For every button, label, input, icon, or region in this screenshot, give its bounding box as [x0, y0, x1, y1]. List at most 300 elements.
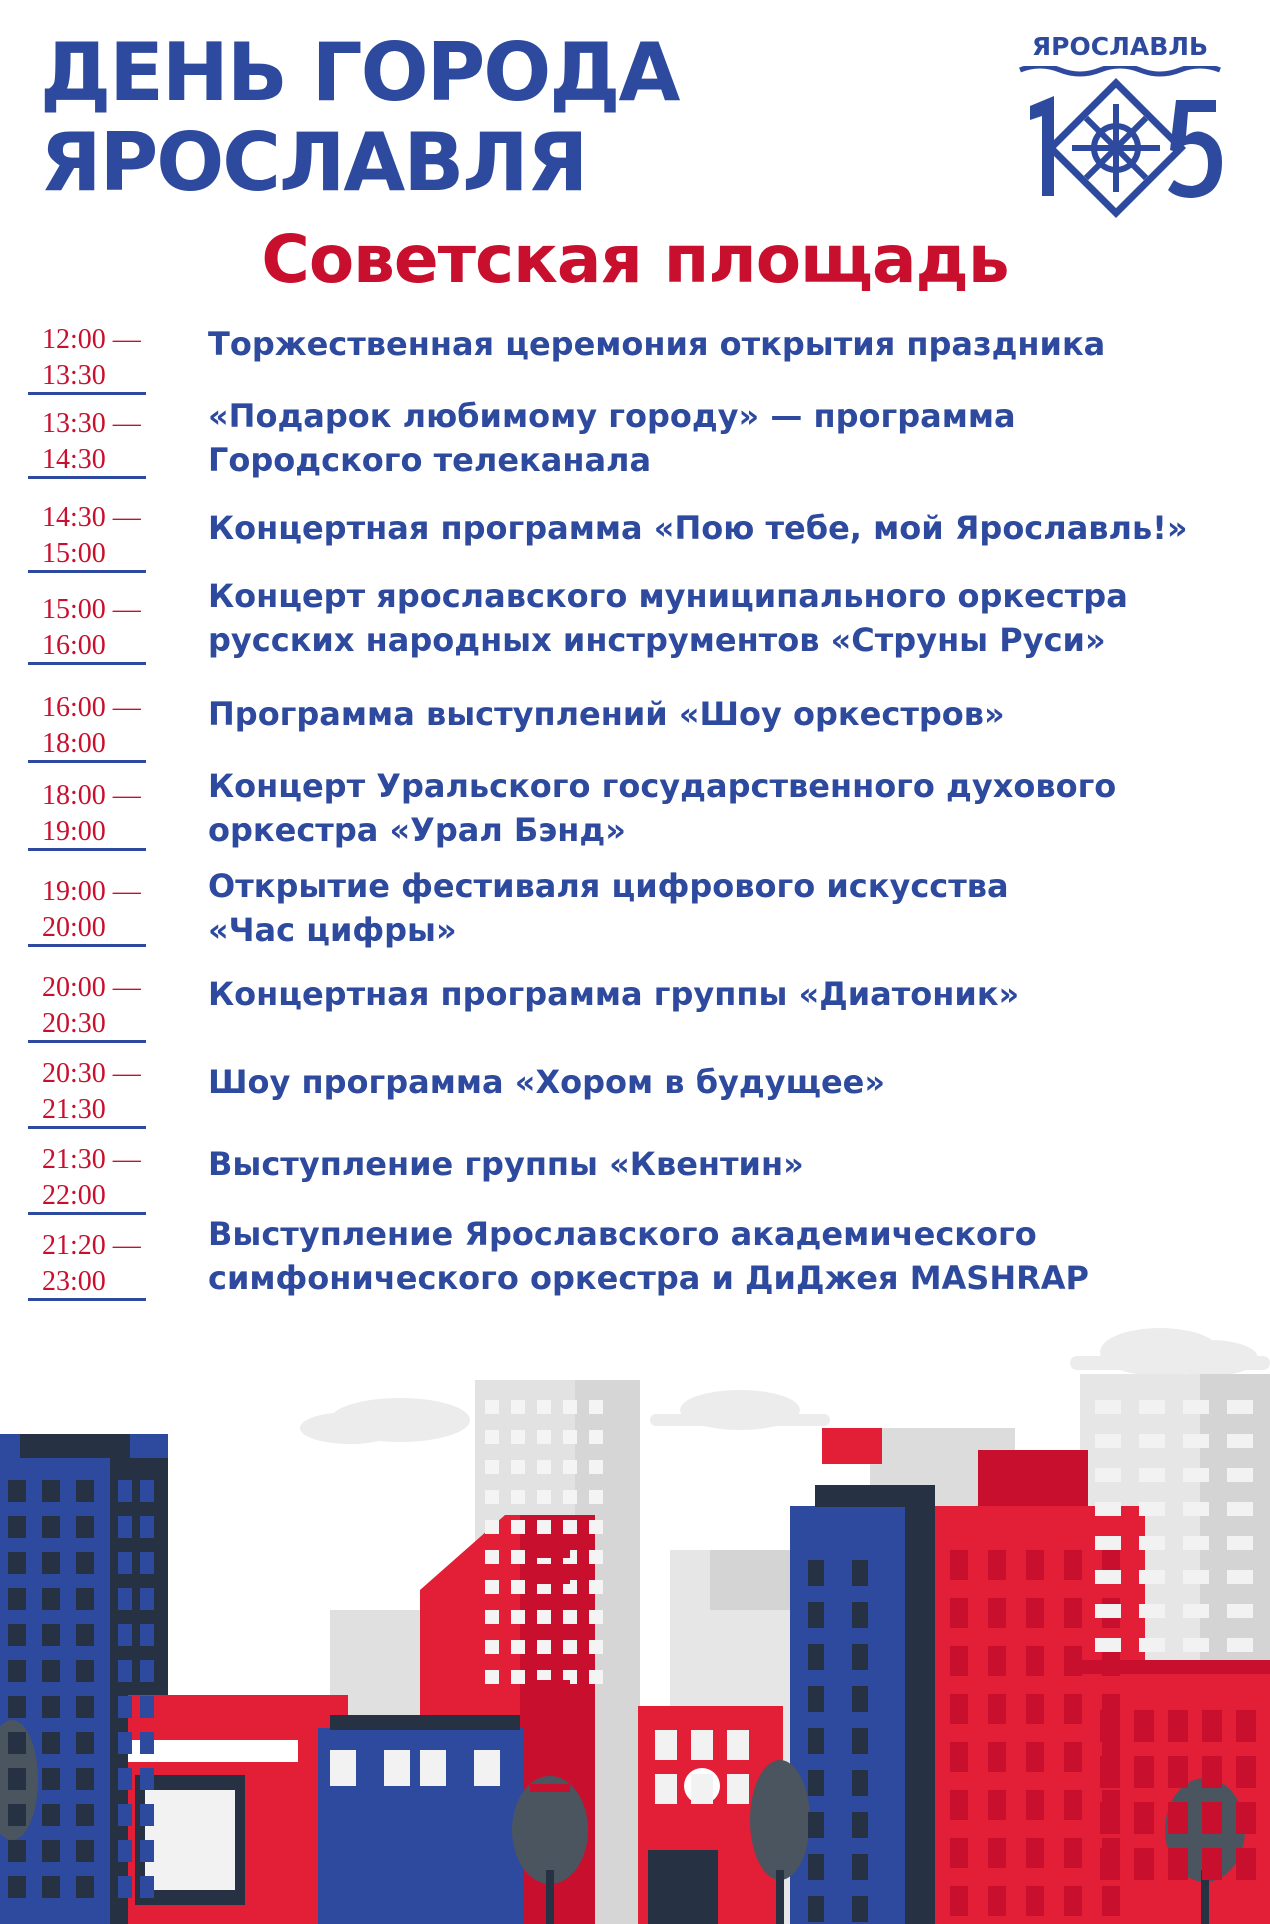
window	[511, 1400, 525, 1414]
title-line-1: ДЕНЬ ГОРОДА	[40, 26, 679, 119]
window	[563, 1430, 577, 1444]
window	[511, 1550, 525, 1564]
window	[1227, 1536, 1253, 1550]
window	[563, 1490, 577, 1504]
end-time: 16:00	[42, 630, 106, 661]
event-description	[208, 764, 1218, 852]
window	[8, 1660, 26, 1682]
window	[1026, 1742, 1044, 1772]
end-time: 19:00	[42, 816, 106, 847]
window	[118, 1516, 132, 1538]
window	[1183, 1570, 1209, 1584]
window	[950, 1646, 968, 1676]
window	[118, 1552, 132, 1574]
window	[140, 1480, 154, 1502]
window	[1026, 1694, 1044, 1724]
window	[563, 1520, 577, 1534]
window	[76, 1768, 94, 1790]
window	[42, 1840, 60, 1862]
page-title	[40, 28, 678, 208]
window	[808, 1728, 824, 1754]
divider	[28, 392, 146, 395]
window	[1139, 1536, 1165, 1550]
window	[76, 1624, 94, 1646]
window	[140, 1624, 154, 1646]
window	[118, 1768, 132, 1790]
window	[589, 1400, 603, 1414]
window	[852, 1770, 868, 1796]
window	[808, 1896, 824, 1922]
event-description	[208, 1212, 1218, 1300]
divider	[28, 848, 146, 851]
window	[727, 1730, 749, 1760]
window	[8, 1840, 26, 1862]
window	[118, 1624, 132, 1646]
event-description	[208, 322, 1218, 366]
window	[655, 1774, 677, 1804]
window	[1227, 1502, 1253, 1516]
window	[808, 1854, 824, 1880]
window	[1064, 1694, 1082, 1724]
window	[988, 1742, 1006, 1772]
time-range	[28, 874, 146, 946]
window	[8, 1804, 26, 1826]
event-line: Выступление Ярославского академического	[208, 1215, 1037, 1253]
window	[42, 1624, 60, 1646]
divider	[28, 476, 146, 479]
window	[988, 1646, 1006, 1676]
start-time: 15:00 —	[42, 594, 141, 625]
window	[589, 1430, 603, 1444]
window	[1183, 1400, 1209, 1414]
window	[1227, 1468, 1253, 1482]
window	[140, 1588, 154, 1610]
window	[1095, 1604, 1121, 1618]
window	[852, 1686, 868, 1712]
window	[530, 1706, 570, 1714]
window	[1236, 1710, 1256, 1742]
start-time: 20:30 —	[42, 1058, 141, 1089]
window	[118, 1876, 132, 1898]
event-description	[208, 506, 1218, 550]
window	[474, 1750, 500, 1786]
window	[76, 1876, 94, 1898]
window	[1095, 1434, 1121, 1448]
end-time: 22:00	[42, 1180, 106, 1211]
window	[330, 1750, 356, 1786]
window	[530, 1732, 570, 1740]
window	[1139, 1570, 1165, 1584]
start-time: 13:30 —	[42, 408, 141, 439]
window	[384, 1750, 410, 1786]
window	[1064, 1646, 1082, 1676]
window	[511, 1580, 525, 1594]
window	[1064, 1598, 1082, 1628]
window	[589, 1580, 603, 1594]
window	[1100, 1710, 1120, 1742]
window	[589, 1640, 603, 1654]
window	[988, 1598, 1006, 1628]
window	[42, 1804, 60, 1826]
window	[808, 1602, 824, 1628]
window	[1168, 1802, 1188, 1834]
window	[808, 1770, 824, 1796]
window	[563, 1400, 577, 1414]
window	[76, 1840, 94, 1862]
event-description	[208, 394, 1218, 482]
window	[485, 1550, 499, 1564]
window	[852, 1854, 868, 1880]
city-skyline-illustration	[0, 1310, 1270, 1924]
event-line: русских народных инструментов «Струны Руси»	[208, 621, 1106, 659]
window	[511, 1670, 525, 1684]
event-line: Концертная программа «Пою тебе, мой Ярославль!»	[208, 509, 1188, 547]
window	[76, 1588, 94, 1610]
window	[1139, 1434, 1165, 1448]
window	[950, 1790, 968, 1820]
logo-emblem-icon	[1010, 66, 1230, 226]
window	[530, 1784, 570, 1792]
window	[42, 1588, 60, 1610]
window	[140, 1876, 154, 1898]
window	[485, 1460, 499, 1474]
window	[1168, 1710, 1188, 1742]
end-time: 20:30	[42, 1008, 106, 1039]
window	[563, 1610, 577, 1624]
window	[485, 1580, 499, 1594]
window	[140, 1696, 154, 1718]
time-range	[28, 406, 146, 478]
window	[1183, 1604, 1209, 1618]
window	[8, 1480, 26, 1502]
window	[1183, 1638, 1209, 1652]
window	[655, 1730, 677, 1760]
window	[8, 1588, 26, 1610]
window	[1236, 1802, 1256, 1834]
divider	[28, 1040, 146, 1043]
window	[76, 1480, 94, 1502]
window	[1102, 1886, 1120, 1916]
window	[42, 1876, 60, 1898]
window	[511, 1520, 525, 1534]
window	[537, 1400, 551, 1414]
window	[118, 1588, 132, 1610]
window	[988, 1790, 1006, 1820]
window	[118, 1480, 132, 1502]
window	[140, 1840, 154, 1862]
window	[420, 1750, 446, 1786]
event-description	[208, 972, 1218, 1016]
window	[42, 1768, 60, 1790]
window	[1026, 1886, 1044, 1916]
window	[118, 1696, 132, 1718]
event-line: Концерт Уральского государственного духового	[208, 767, 1117, 805]
window	[1095, 1468, 1121, 1482]
blue-house	[318, 1715, 523, 1924]
window	[42, 1516, 60, 1538]
window	[589, 1460, 603, 1474]
window	[1134, 1848, 1154, 1880]
event-line: оркестра «Урал Бэнд»	[208, 811, 626, 849]
title-line-2: ЯРОСЛАВЛЯ	[40, 116, 587, 209]
window	[852, 1896, 868, 1922]
window	[1134, 1710, 1154, 1742]
window	[691, 1730, 713, 1760]
time-range	[28, 1228, 146, 1300]
end-time: 13:30	[42, 360, 106, 391]
window	[808, 1560, 824, 1586]
end-time: 23:00	[42, 1266, 106, 1297]
window	[1064, 1790, 1082, 1820]
window	[950, 1598, 968, 1628]
window	[42, 1552, 60, 1574]
window	[1227, 1434, 1253, 1448]
end-time: 15:00	[42, 538, 106, 569]
window	[118, 1660, 132, 1682]
window	[76, 1732, 94, 1754]
window	[1100, 1802, 1120, 1834]
window	[950, 1550, 968, 1580]
window	[808, 1812, 824, 1838]
window	[950, 1742, 968, 1772]
window	[76, 1552, 94, 1574]
window	[1139, 1604, 1165, 1618]
window	[1095, 1638, 1121, 1652]
window	[530, 1758, 570, 1766]
window	[589, 1490, 603, 1504]
window	[1227, 1638, 1253, 1652]
event-description	[208, 1142, 1218, 1186]
window	[1134, 1756, 1154, 1788]
start-time: 18:00 —	[42, 780, 141, 811]
window	[589, 1520, 603, 1534]
window	[511, 1460, 525, 1474]
end-time: 20:00	[42, 912, 106, 943]
window	[8, 1552, 26, 1574]
time-range	[28, 1056, 146, 1128]
window	[1202, 1802, 1222, 1834]
event-line: Выступление группы «Квентин»	[208, 1145, 804, 1183]
window	[1095, 1502, 1121, 1516]
window	[988, 1886, 1006, 1916]
event-line: Концертная программа группы «Диатоник»	[208, 975, 1020, 1013]
window	[42, 1480, 60, 1502]
window	[485, 1490, 499, 1504]
window	[485, 1670, 499, 1684]
window	[511, 1610, 525, 1624]
window	[118, 1840, 132, 1862]
event-line: Торжественная церемония открытия праздника	[208, 325, 1106, 363]
window	[8, 1696, 26, 1718]
time-range	[28, 970, 146, 1042]
divider	[28, 1212, 146, 1215]
window	[485, 1610, 499, 1624]
event-line: Программа выступлений «Шоу оркестров»	[208, 695, 1005, 733]
start-time: 14:30 —	[42, 502, 141, 533]
window	[1168, 1756, 1188, 1788]
window	[140, 1516, 154, 1538]
divider	[28, 760, 146, 763]
event-description	[208, 1060, 1218, 1104]
event-line: Шоу программа «Хором в будущее»	[208, 1063, 886, 1101]
divider	[28, 944, 146, 947]
window	[1168, 1848, 1188, 1880]
window	[1236, 1848, 1256, 1880]
window	[42, 1696, 60, 1718]
window	[140, 1660, 154, 1682]
window	[1095, 1536, 1121, 1550]
window	[511, 1490, 525, 1504]
window	[1064, 1838, 1082, 1868]
window	[140, 1804, 154, 1826]
window	[852, 1560, 868, 1586]
event-line: Городского телеканала	[208, 441, 652, 479]
window	[485, 1520, 499, 1534]
window	[1064, 1742, 1082, 1772]
window	[988, 1694, 1006, 1724]
window	[1202, 1848, 1222, 1880]
window	[950, 1838, 968, 1868]
window	[42, 1660, 60, 1682]
window	[1183, 1502, 1209, 1516]
window	[485, 1640, 499, 1654]
window	[563, 1460, 577, 1474]
window	[1139, 1638, 1165, 1652]
time-range	[28, 1142, 146, 1214]
window	[140, 1552, 154, 1574]
divider	[28, 1298, 146, 1301]
window	[1095, 1400, 1121, 1414]
window	[140, 1768, 154, 1790]
window	[537, 1430, 551, 1444]
window	[852, 1812, 868, 1838]
window	[140, 1732, 154, 1754]
divider	[28, 662, 146, 665]
window	[589, 1670, 603, 1684]
window	[1202, 1756, 1222, 1788]
window	[1183, 1434, 1209, 1448]
window	[1227, 1400, 1253, 1414]
window	[563, 1640, 577, 1654]
dark-blue-building	[790, 1428, 938, 1924]
window	[1134, 1802, 1154, 1834]
window	[530, 1680, 570, 1688]
window	[589, 1550, 603, 1564]
window	[511, 1640, 525, 1654]
event-description	[208, 864, 1218, 952]
window	[808, 1686, 824, 1712]
window	[118, 1804, 132, 1826]
start-time: 20:00 —	[42, 972, 141, 1003]
start-time: 21:20 —	[42, 1230, 141, 1261]
window	[530, 1628, 570, 1636]
window	[1026, 1790, 1044, 1820]
window	[118, 1732, 132, 1754]
window	[1100, 1848, 1120, 1880]
end-time: 21:30	[42, 1094, 106, 1125]
end-time: 18:00	[42, 728, 106, 759]
red-storefront	[128, 1695, 348, 1924]
event-line: Концерт ярославского муниципального оркестра	[208, 577, 1128, 615]
window	[1227, 1570, 1253, 1584]
window	[530, 1576, 570, 1584]
event-line: симфонического оркестра и ДиДжея MASHRAP	[208, 1259, 1089, 1297]
window	[511, 1430, 525, 1444]
window	[852, 1644, 868, 1670]
window	[1139, 1502, 1165, 1516]
time-range	[28, 778, 146, 850]
end-time: 14:30	[42, 444, 106, 475]
window	[485, 1430, 499, 1444]
window	[42, 1732, 60, 1754]
start-time: 21:30 —	[42, 1144, 141, 1175]
window	[1183, 1536, 1209, 1550]
window	[1202, 1710, 1222, 1742]
event-description	[208, 574, 1218, 662]
window	[988, 1838, 1006, 1868]
divider	[28, 1126, 146, 1129]
event-line: Открытие фестиваля цифрового искусства	[208, 867, 1009, 905]
window	[950, 1886, 968, 1916]
window	[727, 1774, 749, 1804]
window	[852, 1602, 868, 1628]
window	[1026, 1598, 1044, 1628]
time-range	[28, 500, 146, 572]
window	[76, 1660, 94, 1682]
start-time: 19:00 —	[42, 876, 141, 907]
window	[76, 1804, 94, 1826]
window	[537, 1610, 551, 1624]
time-range	[28, 322, 146, 394]
window	[530, 1602, 570, 1610]
window	[1095, 1570, 1121, 1584]
window	[1100, 1756, 1120, 1788]
yaroslavl-1015-logo	[1010, 30, 1230, 200]
window	[589, 1610, 603, 1624]
window	[691, 1774, 713, 1804]
window	[1026, 1838, 1044, 1868]
window	[1227, 1604, 1253, 1618]
window	[1026, 1646, 1044, 1676]
window	[537, 1490, 551, 1504]
window	[8, 1768, 26, 1790]
time-range	[28, 690, 146, 762]
event-description	[208, 692, 1218, 736]
logo-text: ЯРОСЛАВЛЬ	[1031, 32, 1209, 61]
start-time: 12:00 —	[42, 324, 141, 355]
window	[1139, 1400, 1165, 1414]
window	[1064, 1886, 1082, 1916]
window	[1064, 1550, 1082, 1580]
window	[8, 1624, 26, 1646]
window	[530, 1550, 570, 1558]
divider	[28, 570, 146, 573]
window	[485, 1400, 499, 1414]
venue-title: Советская площадь	[261, 221, 1009, 298]
window	[8, 1732, 26, 1754]
window	[76, 1696, 94, 1718]
window	[537, 1520, 551, 1534]
start-time: 16:00 —	[42, 692, 141, 723]
event-line: «Час цифры»	[208, 911, 457, 949]
window	[537, 1640, 551, 1654]
window	[950, 1694, 968, 1724]
window	[530, 1654, 570, 1662]
time-range	[28, 592, 146, 664]
window	[1236, 1756, 1256, 1788]
window	[808, 1644, 824, 1670]
window	[8, 1516, 26, 1538]
